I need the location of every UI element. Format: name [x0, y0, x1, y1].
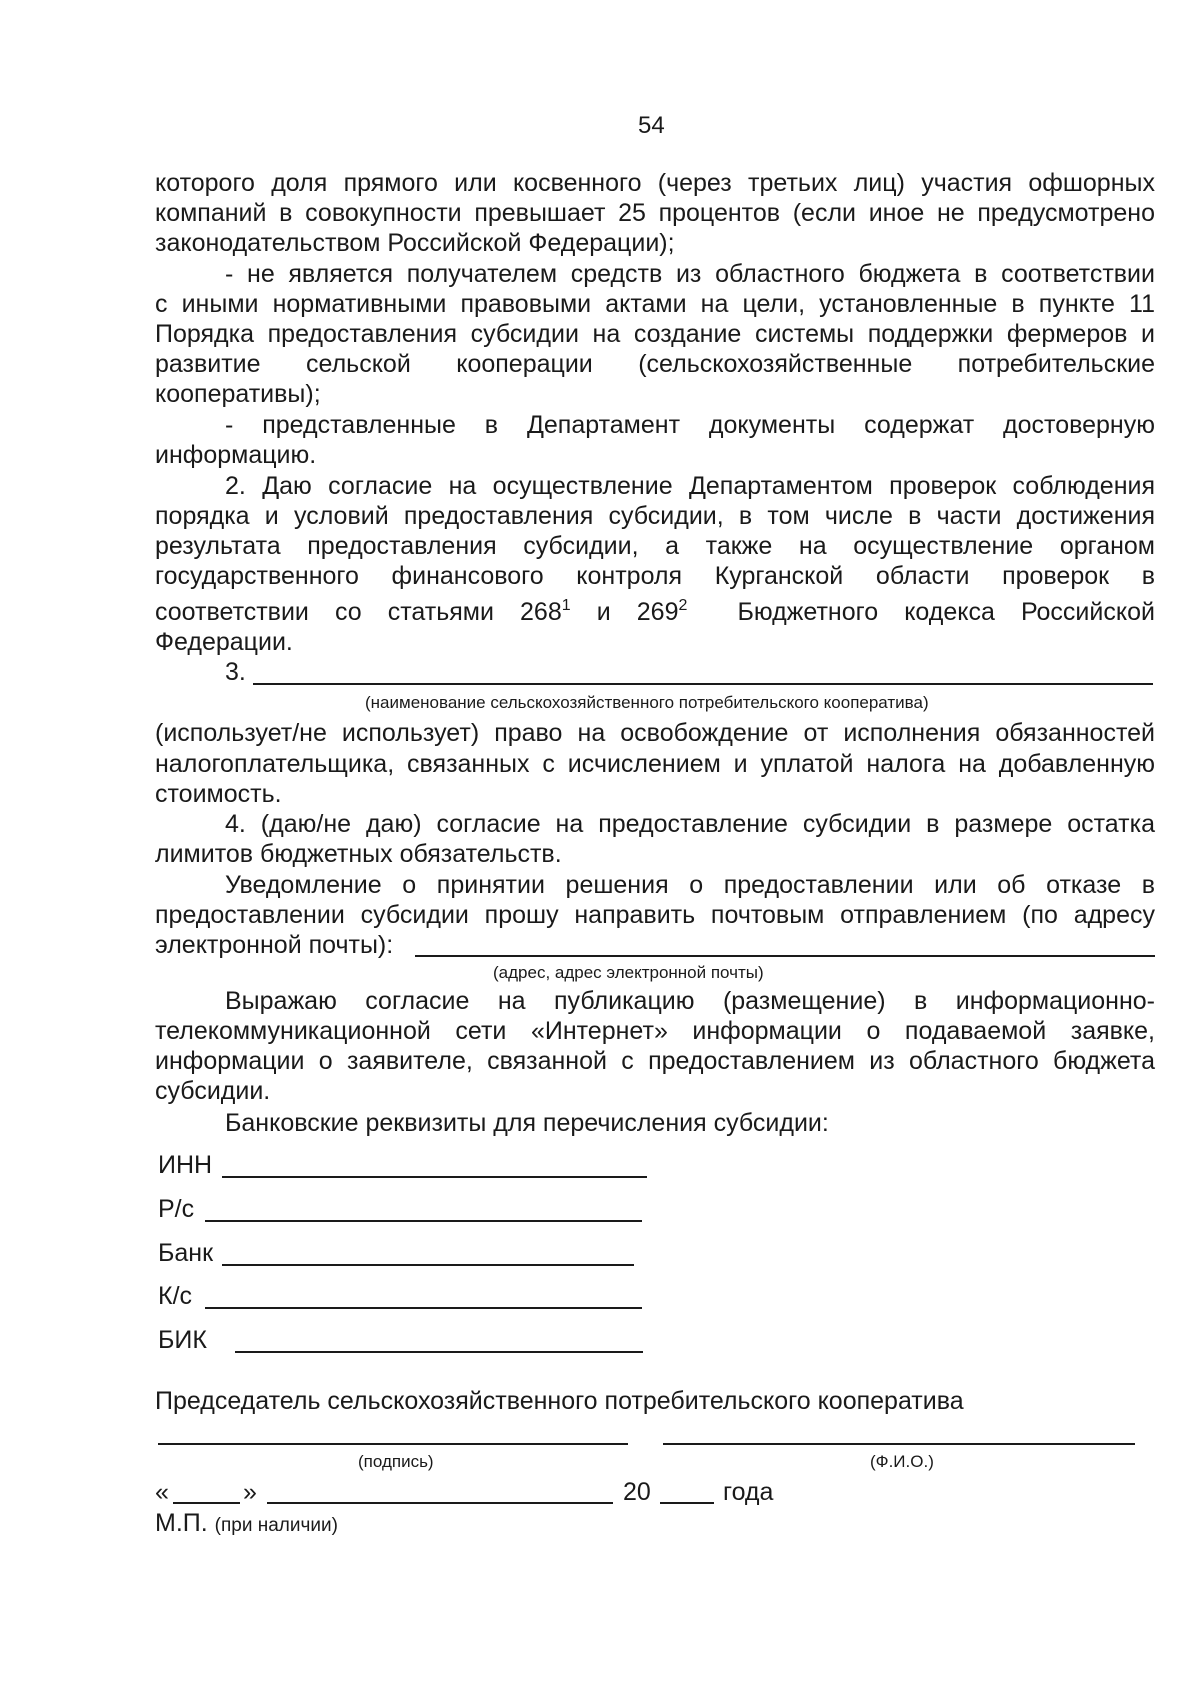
cooperative-name-field[interactable]: [253, 683, 1153, 685]
item4-line-2: лимитов бюджетных обязательств.: [155, 840, 562, 868]
federation-line: Федерации.: [155, 628, 293, 656]
date-day-field[interactable]: [173, 1502, 240, 1504]
stamp-label: [155, 1508, 338, 1541]
statutes-line: [155, 597, 1155, 627]
date-century: 20: [623, 1478, 651, 1506]
body-line-8: кооперативы);: [155, 380, 321, 408]
statutes-word-3: статьями: [387, 598, 494, 626]
bank-heading: Банковские реквизиты для перечисления субсидии:: [225, 1109, 829, 1137]
body-line-13: результата предоставления субсидии, а также на осуществление органом: [155, 532, 1155, 560]
body-line-2: компаний в совокупности превышает 25 процентов (если иное не предусмотрено: [155, 199, 1155, 227]
body-line-11: 2. Даю согласие на осуществление Департаментом проверок соблюдения: [225, 472, 1155, 500]
bank-field[interactable]: [222, 1264, 634, 1266]
notice-line-2: предоставлении субсидии прошу направить почтовым отправлением (по адресу: [155, 901, 1155, 929]
date-open-quote: «: [155, 1478, 169, 1506]
date-month-field[interactable]: [267, 1502, 613, 1504]
body-line-9: - представленные в Департамент документы содержат достоверную: [225, 411, 1155, 439]
chairman-title: Председатель сельскохозяйственного потребительского кооператива: [155, 1387, 964, 1415]
article-268: $268^1$: [520, 597, 571, 626]
bank-label: Банк: [158, 1239, 214, 1267]
signature-caption: (подпись): [358, 1452, 434, 1471]
body-line-10: информацию.: [155, 441, 317, 469]
consent-line-1: Выражаю согласие на публикацию (размещение) в информационно-: [225, 987, 1155, 1015]
body-line-6: Порядка предоставления субсидии на создание системы поддержки фермеров и: [155, 320, 1155, 348]
statutes-tail-2: кодекса: [904, 598, 995, 626]
signature-field[interactable]: [158, 1443, 628, 1445]
page-number: 54: [638, 112, 665, 139]
email-caption: (адрес, адрес электронной почты): [493, 963, 764, 982]
corr-account-field[interactable]: [205, 1307, 642, 1309]
item3-number: 3.: [225, 658, 246, 686]
email-label: электронной почты):: [155, 931, 394, 959]
date-year-word: года: [723, 1478, 774, 1506]
vat-line-2: налогоплательщика, связанных с исчислением и уплатой налога на добавленную: [155, 750, 1155, 778]
consent-line-2: телекоммуникационной сети «Интернет» информации о подаваемой заявке,: [155, 1017, 1155, 1045]
date-year-field[interactable]: [660, 1502, 714, 1504]
statutes-word-1: соответствии: [155, 598, 309, 626]
statutes-tail-1: Бюджетного: [737, 598, 879, 626]
fio-field[interactable]: [663, 1443, 1135, 1445]
body-line-14: государственного финансового контроля Курганской области проверок в: [155, 562, 1155, 590]
body-line-5: с иными нормативными правовыми актами на цели, установленные в пункте 11: [155, 290, 1155, 318]
bik-label: БИК: [158, 1326, 207, 1354]
account-field[interactable]: [205, 1220, 642, 1222]
inn-field[interactable]: [222, 1176, 647, 1178]
cooperative-name-caption: (наименование сельскохозяйственного потребительского кооператива): [365, 693, 929, 712]
inn-label: ИНН: [158, 1151, 213, 1179]
vat-line-1: (использует/не использует) право на освобождение от исполнения обязанностей: [155, 719, 1155, 747]
body-line-3: законодательством Российской Федерации);: [155, 229, 675, 257]
body-line-12: порядка и условий предоставления субсидии, в том числе в части достижения: [155, 502, 1155, 530]
bik-field[interactable]: [235, 1351, 643, 1353]
statutes-and: и: [596, 598, 611, 626]
email-field[interactable]: [415, 955, 1155, 957]
statutes-tail-3: Российской: [1020, 598, 1155, 626]
stamp-note: (при наличии): [214, 1515, 338, 1536]
vat-line-3: стоимость.: [155, 780, 282, 808]
date-close-quote: »: [243, 1478, 257, 1506]
body-line-1: которого доля прямого или косвенного (через третьих лиц) участия офшорных: [155, 169, 1155, 197]
fio-caption: (Ф.И.О.): [870, 1452, 934, 1471]
statutes-word-2: со: [334, 598, 362, 626]
corr-account-label: К/с: [158, 1282, 193, 1310]
notice-line-1: Уведомление о принятии решения о предоставлении или об отказе в: [225, 871, 1155, 899]
article-269: $269^2$: [636, 597, 688, 626]
stamp-abbrev: М.П.: [155, 1509, 208, 1537]
consent-line-4: субсидии.: [155, 1077, 271, 1105]
consent-line-3: информации о заявителе, связанной с предоставлением из областного бюджета: [155, 1047, 1155, 1075]
body-line-4: - не является получателем средств из областного бюджета в соответствии: [225, 260, 1155, 288]
item4-line-1: 4. (даю/не даю) согласие на предоставление субсидии в размере остатка: [225, 810, 1155, 838]
account-label: Р/с: [158, 1195, 195, 1223]
body-line-7: развитие сельской кооперации (сельскохозяйственные потребительские: [155, 350, 1155, 378]
